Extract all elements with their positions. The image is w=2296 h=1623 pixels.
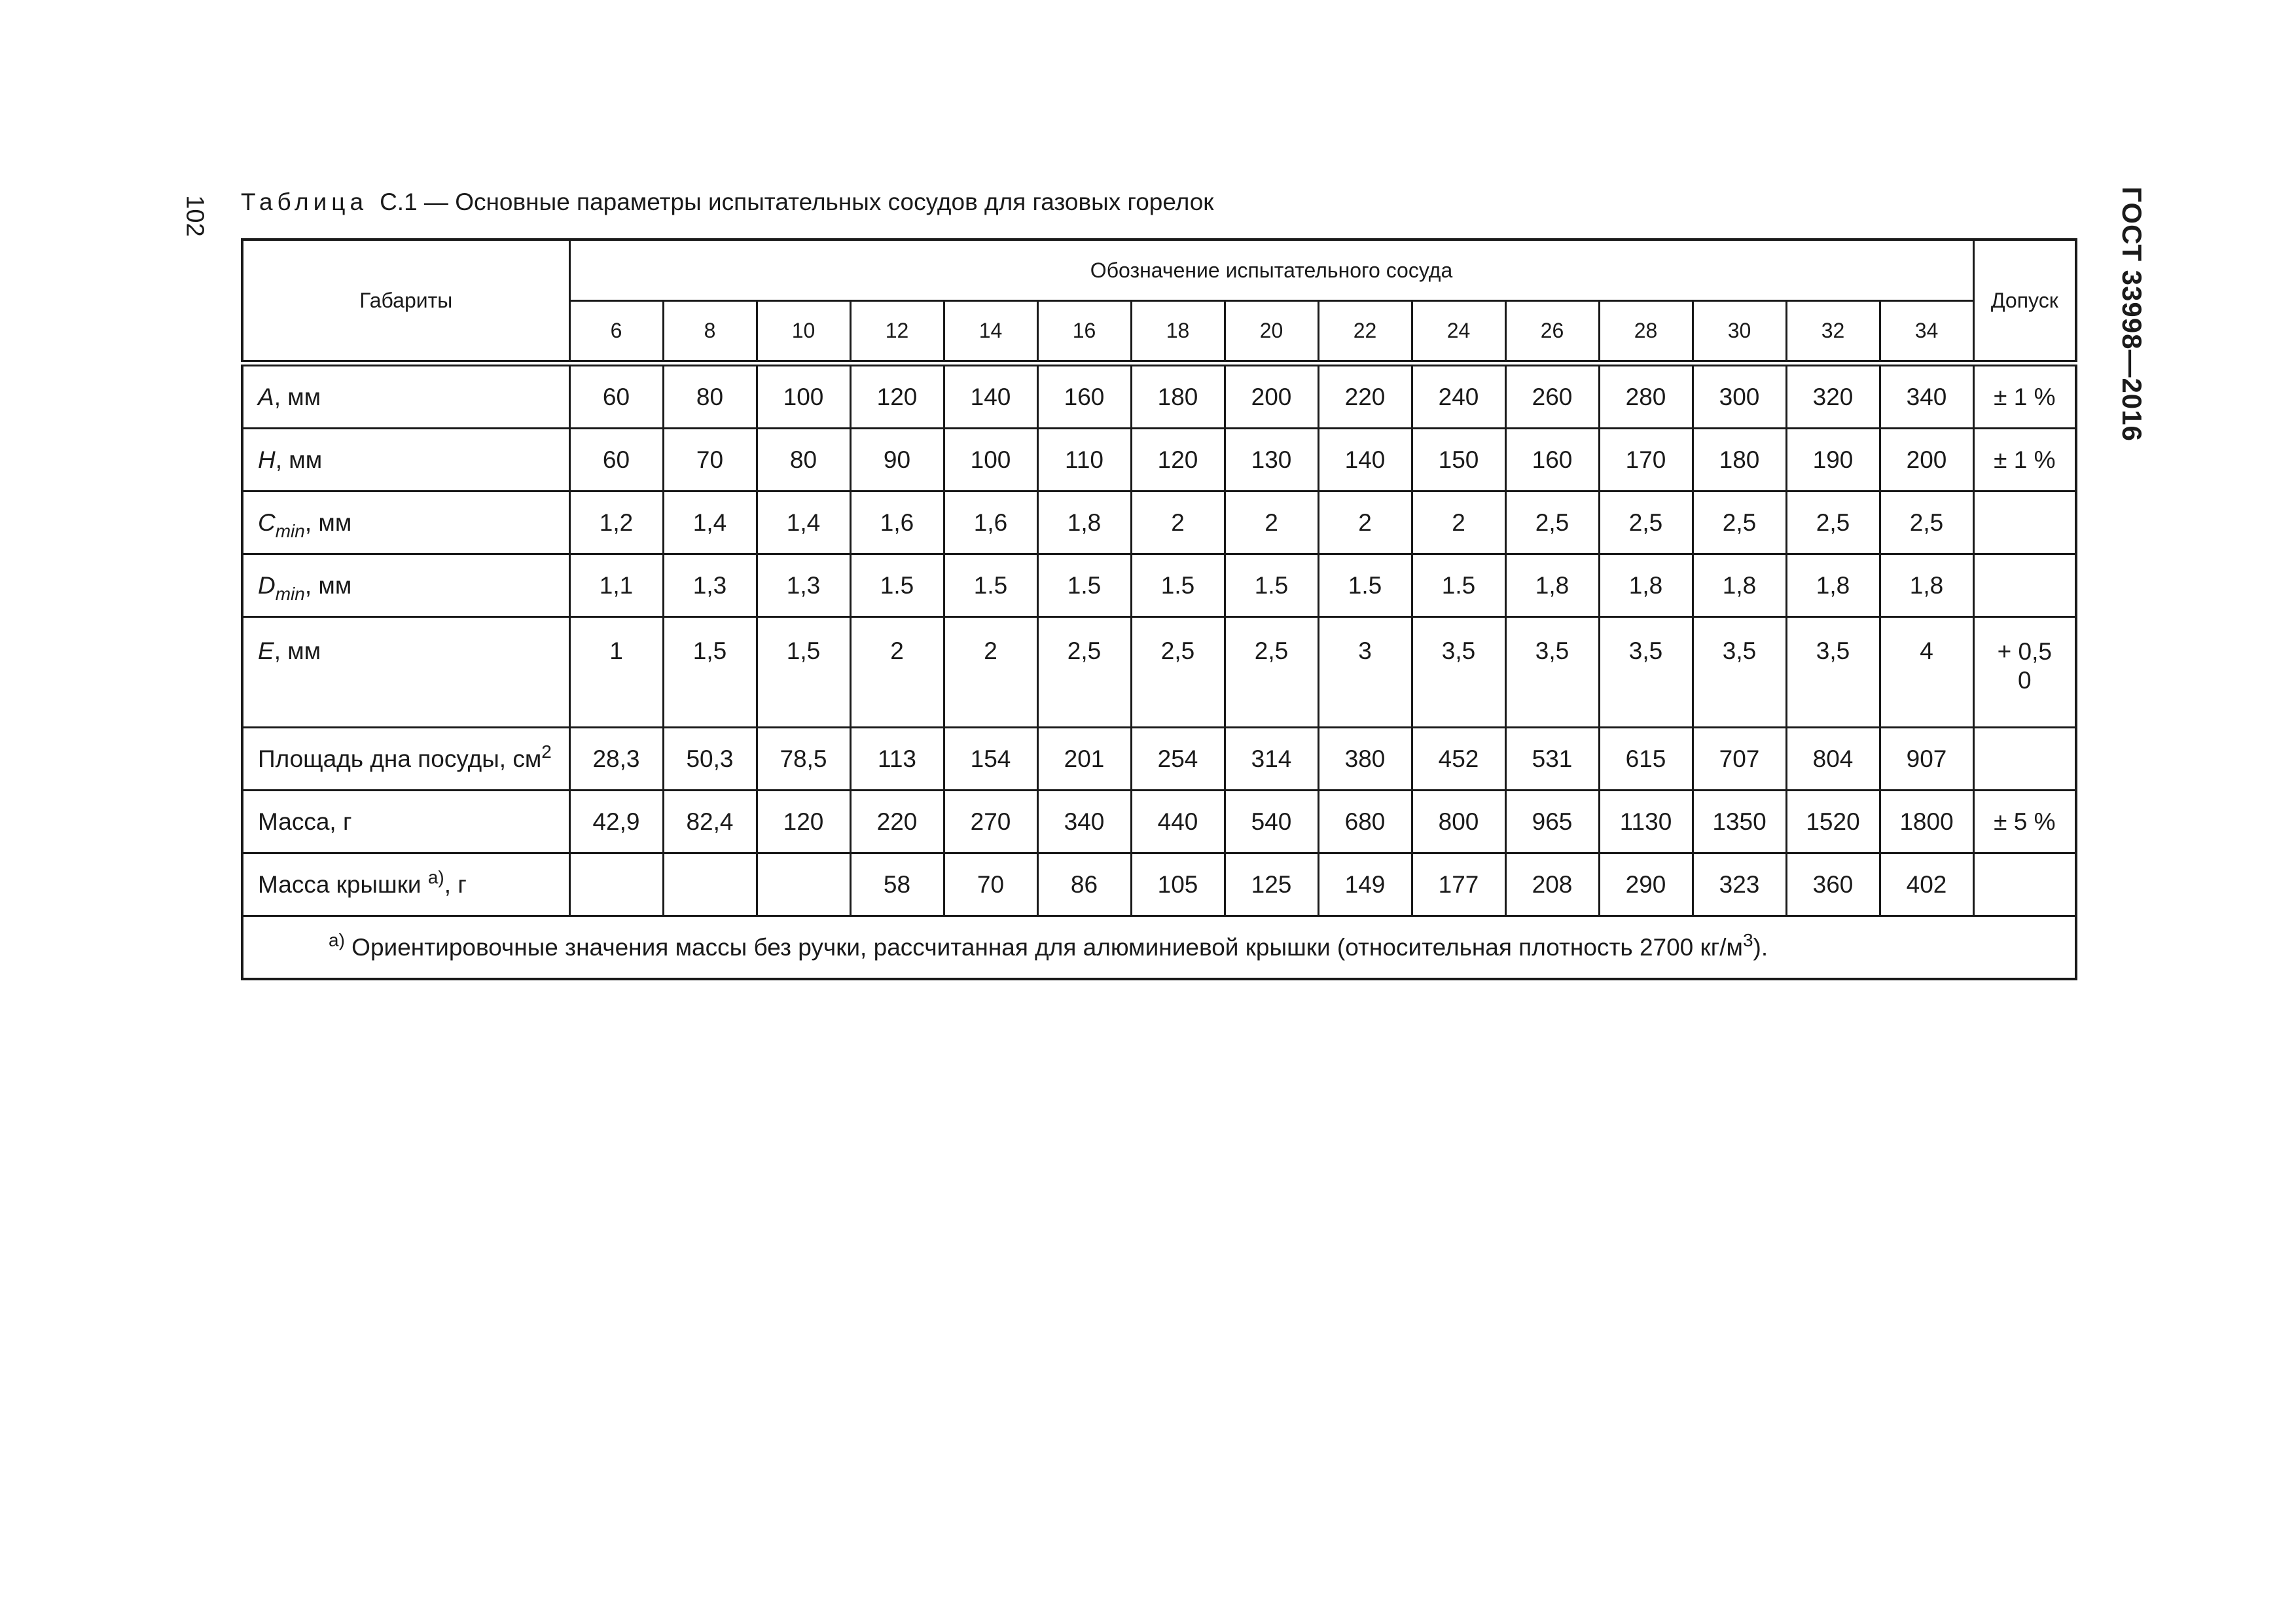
value-cell: 2 bbox=[850, 617, 944, 728]
value-cell: 58 bbox=[850, 853, 944, 916]
value-cell: 80 bbox=[757, 429, 850, 491]
table-header bbox=[242, 240, 2076, 363]
value-cell: 1,8 bbox=[1037, 491, 1131, 554]
value-cell: 2,5 bbox=[1037, 617, 1131, 728]
value-cell: 680 bbox=[1318, 791, 1412, 853]
value-cell: 200 bbox=[1225, 363, 1318, 429]
value-cell: 1.5 bbox=[1318, 554, 1412, 617]
tolerance-value: ± 5 % bbox=[1994, 808, 2056, 835]
value-cell: 3,5 bbox=[1693, 617, 1786, 728]
table-row bbox=[242, 728, 2076, 791]
parameter-symbol: D bbox=[258, 571, 276, 599]
parameter-subscript: min bbox=[275, 520, 305, 541]
value-cell: 3,5 bbox=[1505, 617, 1599, 728]
tolerance-cell bbox=[1973, 429, 2076, 491]
value-cell: 100 bbox=[757, 363, 850, 429]
footnote bbox=[242, 916, 2076, 980]
table-body bbox=[242, 363, 2076, 979]
value-cell: 86 bbox=[1037, 853, 1131, 916]
value-cell: 208 bbox=[1505, 853, 1599, 916]
value-cell: 154 bbox=[944, 728, 1037, 791]
value-cell bbox=[569, 853, 663, 916]
tolerance-cell bbox=[1973, 728, 2076, 791]
header-size: 10 bbox=[757, 301, 850, 364]
value-cell: 1,4 bbox=[663, 491, 757, 554]
parameter-label bbox=[242, 617, 569, 728]
value-cell: 220 bbox=[850, 791, 944, 853]
header-size: 12 bbox=[850, 301, 944, 364]
parameter-name: Площадь дна посуды, см bbox=[258, 745, 542, 772]
value-cell: 314 bbox=[1225, 728, 1318, 791]
tolerance-cell bbox=[1973, 554, 2076, 617]
tolerance-value: + 0,5 bbox=[1997, 638, 2052, 665]
tolerance-value: ± 1 % bbox=[1994, 446, 2056, 473]
table-row bbox=[242, 429, 2076, 491]
value-cell: 140 bbox=[1318, 429, 1412, 491]
value-cell: 220 bbox=[1318, 363, 1412, 429]
header-size: 24 bbox=[1412, 301, 1505, 364]
parameter-label bbox=[242, 791, 569, 853]
value-cell: 540 bbox=[1225, 791, 1318, 853]
value-cell: 82,4 bbox=[663, 791, 757, 853]
value-cell: 3,5 bbox=[1599, 617, 1693, 728]
parameter-name: Масса крышки bbox=[258, 870, 428, 898]
parameter-symbol: A bbox=[258, 383, 274, 410]
value-cell: 2,5 bbox=[1786, 491, 1880, 554]
header-size: 6 bbox=[569, 301, 663, 364]
tolerance-value: ± 1 % bbox=[1994, 383, 2056, 410]
value-cell: 323 bbox=[1693, 853, 1786, 916]
value-cell: 1.5 bbox=[1225, 554, 1318, 617]
value-cell: 120 bbox=[1131, 429, 1225, 491]
parameter-unit: , мм bbox=[304, 571, 352, 599]
value-cell: 3 bbox=[1318, 617, 1412, 728]
table-row bbox=[242, 554, 2076, 617]
footnote-mark: a) bbox=[329, 929, 345, 950]
caption-text: С.1 — Основные параметры испытательных сосудов для газовых горелок bbox=[380, 188, 1214, 215]
value-cell: 360 bbox=[1786, 853, 1880, 916]
value-cell: 240 bbox=[1412, 363, 1505, 429]
parameter-unit: , мм bbox=[275, 446, 323, 473]
header-size: 26 bbox=[1505, 301, 1599, 364]
value-cell: 2,5 bbox=[1693, 491, 1786, 554]
value-cell: 1.5 bbox=[944, 554, 1037, 617]
value-cell: 1,8 bbox=[1505, 554, 1599, 617]
value-cell: 177 bbox=[1412, 853, 1505, 916]
parameter-label bbox=[242, 853, 569, 916]
value-cell: 4 bbox=[1880, 617, 1973, 728]
value-cell: 965 bbox=[1505, 791, 1599, 853]
value-cell: 615 bbox=[1599, 728, 1693, 791]
value-cell: 28,3 bbox=[569, 728, 663, 791]
footnote-end: ). bbox=[1753, 933, 1768, 961]
value-cell: 340 bbox=[1037, 791, 1131, 853]
value-cell: 280 bbox=[1599, 363, 1693, 429]
value-cell: 113 bbox=[850, 728, 944, 791]
value-cell bbox=[757, 853, 850, 916]
tolerance-lower: 0 bbox=[2018, 667, 2032, 694]
value-cell: 180 bbox=[1131, 363, 1225, 429]
parameters-table bbox=[241, 238, 2077, 980]
value-cell: 90 bbox=[850, 429, 944, 491]
footnote-superscript: 3 bbox=[1742, 929, 1753, 950]
value-cell: 2,5 bbox=[1599, 491, 1693, 554]
value-cell: 42,9 bbox=[569, 791, 663, 853]
document-code: ГОСТ 33998—2016 bbox=[2117, 187, 2147, 442]
footnote-text: Ориентировочные значения массы без ручки, рассчитанная для алюминиевой крышки (относительная плотность 2700 кг/м bbox=[344, 933, 1743, 961]
page-number: 102 bbox=[181, 195, 209, 237]
value-cell: 78,5 bbox=[757, 728, 850, 791]
parameter-superscript: a) bbox=[427, 866, 444, 887]
value-cell: 270 bbox=[944, 791, 1037, 853]
header-tolerance: Допуск bbox=[1973, 240, 2076, 363]
parameter-unit: , г bbox=[444, 870, 467, 898]
header-size: 22 bbox=[1318, 301, 1412, 364]
table-row bbox=[242, 491, 2076, 554]
value-cell: 1520 bbox=[1786, 791, 1880, 853]
parameter-unit: , мм bbox=[304, 508, 352, 536]
value-cell: 1,8 bbox=[1880, 554, 1973, 617]
value-cell: 80 bbox=[663, 363, 757, 429]
value-cell: 402 bbox=[1880, 853, 1973, 916]
tolerance-cell bbox=[1973, 363, 2076, 429]
value-cell: 380 bbox=[1318, 728, 1412, 791]
parameter-symbol: E bbox=[258, 637, 274, 664]
header-size: 16 bbox=[1037, 301, 1131, 364]
value-cell: 1,8 bbox=[1786, 554, 1880, 617]
value-cell: 1,6 bbox=[850, 491, 944, 554]
value-cell: 1800 bbox=[1880, 791, 1973, 853]
parameter-label bbox=[242, 728, 569, 791]
value-cell: 1,3 bbox=[757, 554, 850, 617]
parameter-label bbox=[242, 363, 569, 429]
value-cell: 60 bbox=[569, 429, 663, 491]
value-cell: 200 bbox=[1880, 429, 1973, 491]
value-cell: 1.5 bbox=[1131, 554, 1225, 617]
value-cell: 452 bbox=[1412, 728, 1505, 791]
value-cell: 1.5 bbox=[1037, 554, 1131, 617]
value-cell: 150 bbox=[1412, 429, 1505, 491]
value-cell: 125 bbox=[1225, 853, 1318, 916]
value-cell: 260 bbox=[1505, 363, 1599, 429]
value-cell: 1,2 bbox=[569, 491, 663, 554]
tolerance-cell bbox=[1973, 617, 2076, 728]
header-size: 20 bbox=[1225, 301, 1318, 364]
value-cell: 140 bbox=[944, 363, 1037, 429]
value-cell: 2,5 bbox=[1880, 491, 1973, 554]
value-cell: 1,6 bbox=[944, 491, 1037, 554]
value-cell: 3,5 bbox=[1786, 617, 1880, 728]
value-cell bbox=[663, 853, 757, 916]
parameter-symbol: C bbox=[258, 508, 276, 536]
value-cell: 170 bbox=[1599, 429, 1693, 491]
caption-label: Таблица bbox=[241, 188, 368, 215]
value-cell: 70 bbox=[663, 429, 757, 491]
parameter-symbol: H bbox=[258, 446, 276, 473]
value-cell: 1,4 bbox=[757, 491, 850, 554]
parameter-label bbox=[242, 429, 569, 491]
value-cell: 907 bbox=[1880, 728, 1973, 791]
value-cell: 2 bbox=[1225, 491, 1318, 554]
value-cell: 105 bbox=[1131, 853, 1225, 916]
value-cell: 110 bbox=[1037, 429, 1131, 491]
value-cell: 1 bbox=[569, 617, 663, 728]
footnote-row bbox=[242, 916, 2076, 980]
header-size: 34 bbox=[1880, 301, 1973, 364]
value-cell: 180 bbox=[1693, 429, 1786, 491]
value-cell: 440 bbox=[1131, 791, 1225, 853]
value-cell: 1130 bbox=[1599, 791, 1693, 853]
value-cell: 70 bbox=[944, 853, 1037, 916]
header-size: 14 bbox=[944, 301, 1037, 364]
table-row bbox=[242, 791, 2076, 853]
value-cell: 254 bbox=[1131, 728, 1225, 791]
header-designation: Обозначение испытательного сосуда bbox=[569, 240, 1973, 301]
tolerance-cell bbox=[1973, 853, 2076, 916]
value-cell: 320 bbox=[1786, 363, 1880, 429]
value-cell: 2 bbox=[1318, 491, 1412, 554]
header-size: 18 bbox=[1131, 301, 1225, 364]
value-cell: 1,8 bbox=[1599, 554, 1693, 617]
table-row bbox=[242, 363, 2076, 429]
parameter-unit: , мм bbox=[274, 637, 321, 664]
header-size: 8 bbox=[663, 301, 757, 364]
value-cell: 800 bbox=[1412, 791, 1505, 853]
value-cell: 1,5 bbox=[663, 617, 757, 728]
value-cell: 201 bbox=[1037, 728, 1131, 791]
value-cell: 1.5 bbox=[1412, 554, 1505, 617]
value-cell: 707 bbox=[1693, 728, 1786, 791]
value-cell: 50,3 bbox=[663, 728, 757, 791]
value-cell: 1350 bbox=[1693, 791, 1786, 853]
value-cell: 160 bbox=[1037, 363, 1131, 429]
header-size: 28 bbox=[1599, 301, 1693, 364]
value-cell: 149 bbox=[1318, 853, 1412, 916]
value-cell: 1,3 bbox=[663, 554, 757, 617]
tolerance-cell bbox=[1973, 491, 2076, 554]
value-cell: 2,5 bbox=[1131, 617, 1225, 728]
value-cell: 531 bbox=[1505, 728, 1599, 791]
table-row bbox=[242, 617, 2076, 728]
value-cell: 1,1 bbox=[569, 554, 663, 617]
parameter-name: Масса, г bbox=[258, 808, 352, 835]
value-cell: 120 bbox=[850, 363, 944, 429]
table-row bbox=[242, 853, 2076, 916]
value-cell: 1,5 bbox=[757, 617, 850, 728]
tolerance-cell bbox=[1973, 791, 2076, 853]
value-cell: 804 bbox=[1786, 728, 1880, 791]
value-cell: 2,5 bbox=[1225, 617, 1318, 728]
value-cell: 100 bbox=[944, 429, 1037, 491]
parameter-subscript: min bbox=[275, 583, 305, 604]
header-size: 30 bbox=[1693, 301, 1786, 364]
value-cell: 1,8 bbox=[1693, 554, 1786, 617]
value-cell: 160 bbox=[1505, 429, 1599, 491]
value-cell: 130 bbox=[1225, 429, 1318, 491]
parameter-unit: , мм bbox=[274, 383, 321, 410]
parameter-superscript: 2 bbox=[541, 741, 552, 762]
parameter-label bbox=[242, 491, 569, 554]
value-cell: 2,5 bbox=[1505, 491, 1599, 554]
value-cell: 2 bbox=[1412, 491, 1505, 554]
value-cell: 120 bbox=[757, 791, 850, 853]
header-dimensions: Габариты bbox=[242, 240, 569, 363]
value-cell: 2 bbox=[944, 617, 1037, 728]
value-cell: 290 bbox=[1599, 853, 1693, 916]
value-cell: 300 bbox=[1693, 363, 1786, 429]
value-cell: 340 bbox=[1880, 363, 1973, 429]
parameter-label bbox=[242, 554, 569, 617]
header-size: 32 bbox=[1786, 301, 1880, 364]
value-cell: 1.5 bbox=[850, 554, 944, 617]
value-cell: 2 bbox=[1131, 491, 1225, 554]
value-cell: 190 bbox=[1786, 429, 1880, 491]
value-cell: 60 bbox=[569, 363, 663, 429]
value-cell: 3,5 bbox=[1412, 617, 1505, 728]
table-caption bbox=[241, 188, 1213, 216]
